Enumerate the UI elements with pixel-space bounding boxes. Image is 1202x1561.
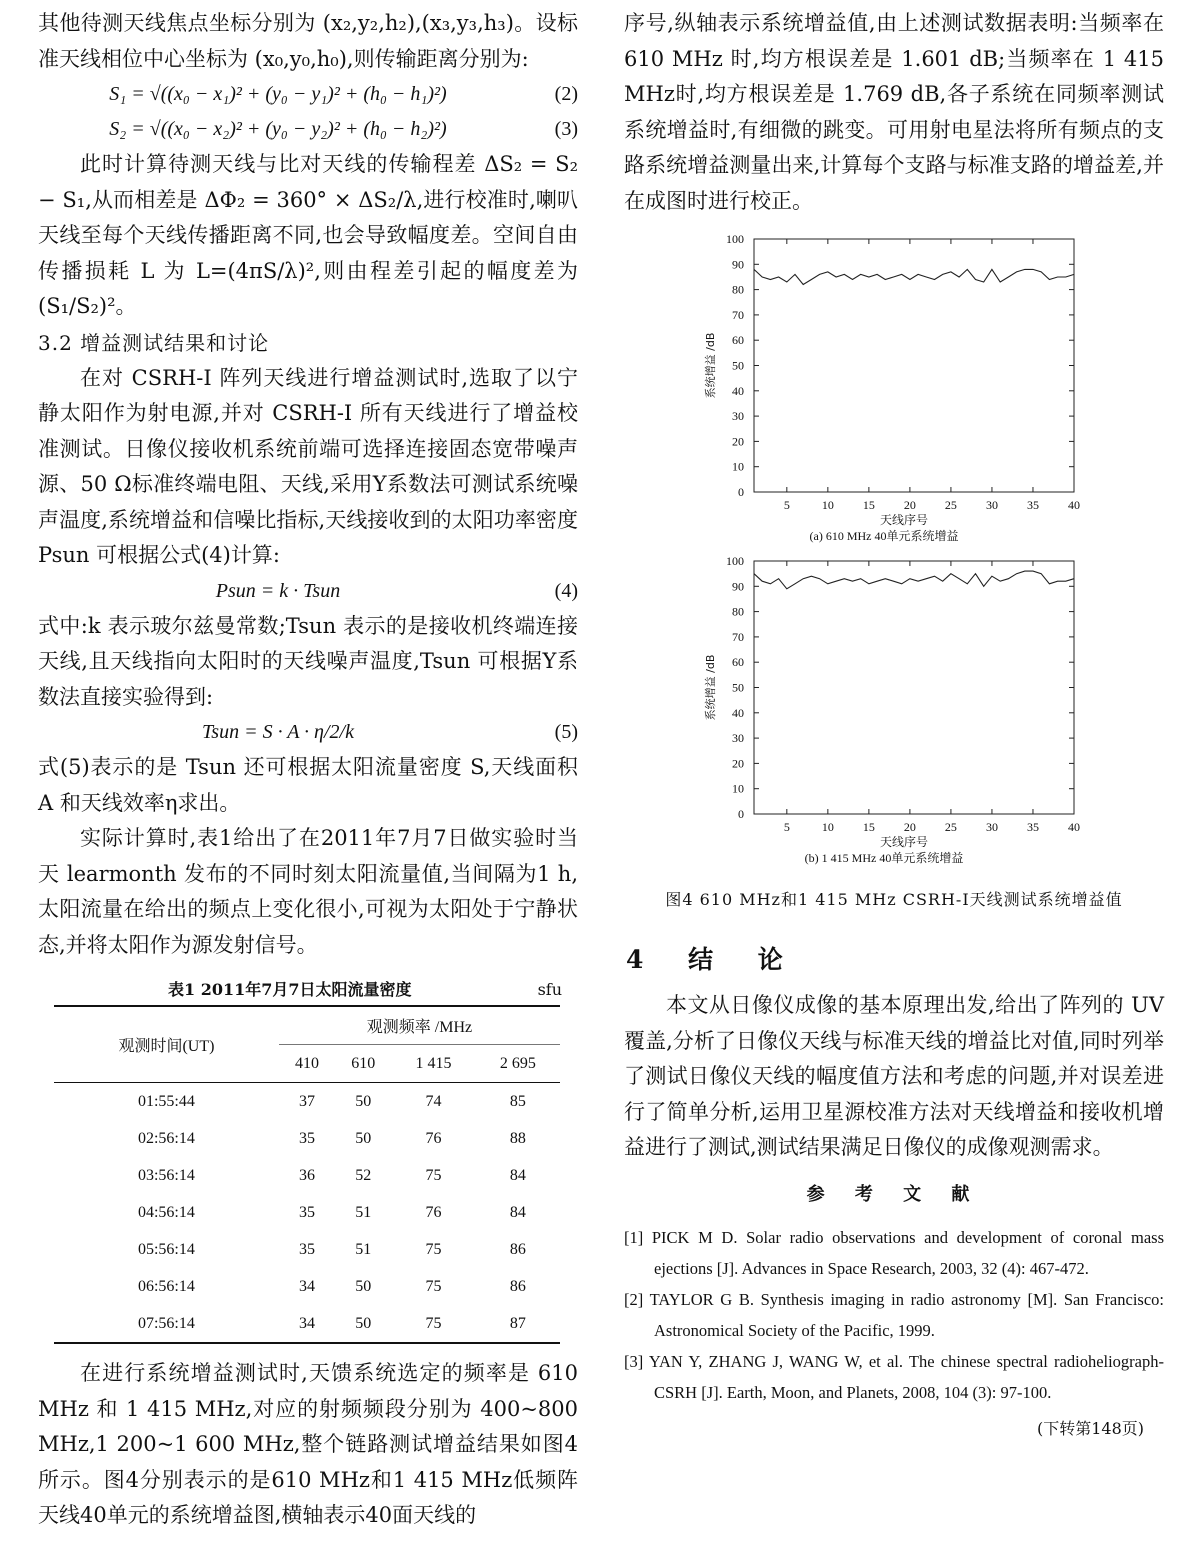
reference-item: [3] YAN Y, ZHANG J, WANG W, et al. The chinese spectral radioheliograph-CSRH [J]. Earth, Moon, and Planets, 2008, 104 (3): 97-100.	[624, 1351, 1164, 1402]
table-cell: 76	[425, 1203, 442, 1221]
continued-note: (下转第148页)	[1036, 1418, 1144, 1438]
y-tick-label: 60	[732, 333, 744, 348]
table-caption-row	[38, 975, 578, 1005]
y-tick-label: 80	[732, 282, 744, 297]
y-tick-label: 90	[732, 257, 744, 272]
table-header-freq: 1 415	[391, 1045, 475, 1083]
figure-title: 图4 610 MHz和1 415 MHz CSRH-I天线测试系统增益值	[665, 890, 1123, 909]
equation-number: (4)	[554, 579, 578, 602]
chart-caption: (a) 610 MHz 40单元系统增益	[809, 529, 959, 543]
table-cell: 84	[509, 1203, 526, 1221]
section-heading: 4 结 论	[626, 945, 801, 974]
x-tick-label: 25	[944, 820, 957, 834]
gain-chart-610mhz	[624, 229, 1164, 547]
x-axis-label: 天线序号	[879, 513, 929, 527]
equation-text: Tsun = S · A · η/2/k	[202, 721, 354, 743]
paragraph: 式中:k 表示玻尔兹曼常数;Tsun 表示的是接收机终端连接天线,且天线指向太阳时的天线噪声温度,Tsun 可根据Y系数法直接实验得到:	[38, 613, 578, 709]
table-cell: 86	[509, 1277, 526, 1295]
x-tick-label: 5	[783, 820, 790, 834]
table-header-freq: 610	[335, 1045, 391, 1083]
y-tick-label: 20	[732, 434, 744, 449]
table-cell: 75	[425, 1240, 442, 1258]
y-tick-label: 60	[732, 655, 744, 670]
equation-text: S₁ = √((x₀ − x₁)² + (y₀ − y₁)² + (h₀ − h₁)²)	[109, 83, 447, 105]
table-row	[54, 1305, 560, 1343]
table-row	[54, 1194, 560, 1231]
y-tick-label: 90	[732, 579, 744, 594]
table-row	[54, 1120, 560, 1157]
table-cell: 02:56:14	[137, 1129, 195, 1147]
y-tick-label: 70	[732, 307, 744, 322]
equation-3	[38, 112, 578, 147]
y-tick-label: 10	[732, 781, 744, 796]
table-cell: 34	[279, 1305, 335, 1343]
table-cell: 85	[509, 1092, 526, 1110]
x-tick-label: 10	[821, 498, 834, 512]
figure-4	[624, 229, 1164, 910]
equation-5	[38, 715, 578, 750]
table-cell: 50	[335, 1305, 391, 1343]
x-tick-label: 30	[985, 820, 998, 834]
paragraph: 其他待测天线焦点坐标分别为 (x₂,y₂,h₂),(x₃,y₃,h₃)。设标准天线相位中心坐标为 (x₀,y₀,h₀),则传输距离分别为:	[38, 11, 578, 71]
y-tick-label: 30	[732, 409, 744, 424]
y-tick-label: 0	[738, 807, 744, 821]
table-caption: 表1 2011年7月7日太阳流量密度	[168, 980, 412, 999]
paragraph: 式(5)表示的是 Tsun 还可根据太阳流量密度 S,天线面积 A 和天线效率η求出。	[38, 755, 578, 815]
equation-2	[38, 77, 578, 112]
y-tick-label: 10	[732, 459, 744, 474]
x-tick-label: 15	[862, 498, 875, 512]
y-tick-label: 70	[732, 629, 744, 644]
table-cell: 50	[355, 1092, 372, 1110]
table-unit: sfu	[537, 980, 562, 999]
table-header-freq: 410	[279, 1045, 335, 1083]
x-tick-label: 35	[1026, 498, 1039, 512]
x-axis-label: 天线序号	[879, 835, 929, 849]
paragraph: 在对 CSRH-I 阵列天线进行增益测试时,选取了以宁静太阳作为射电源,并对 CSRH-I 所有天线进行了增益校准测试。日像仪接收机系统前端可选择连接固态宽带噪声源、50 Ω标准终端电阻、天线,采用Y系数法可测试系统噪声温度,系统增益和信噪比指标,天线接收到的太阳功率密度 Psun 可根据公式(4)计算:	[38, 365, 578, 567]
table-cell: 04:56:14	[137, 1203, 195, 1221]
y-tick-label: 100	[726, 554, 744, 568]
equation-number: (2)	[554, 83, 578, 105]
right-column	[624, 6, 1164, 1439]
table-cell: 76	[425, 1129, 442, 1147]
table-cell: 03:56:14	[137, 1166, 195, 1184]
x-tick-label: 10	[821, 820, 834, 834]
section-heading: 3.2 增益测试结果和讨论	[38, 330, 270, 355]
reference-item: [2] TAYLOR G B. Synthesis imaging in radio astronomy [M]. San Francisco: Astronomical Society of the Pacific, 1999.	[624, 1289, 1164, 1340]
paragraph: 在进行系统增益测试时,天馈系统选定的频率是 610 MHz 和 1 415 MHz,对应的射频频段分别为 400~800 MHz,1 200~1 600 MHz,整个链路测试增益结果如图4所示。图4分别表示的是610 MHz和1 415 MHz低频阵天线40单元的系统增益图,横轴表示40面天线的	[38, 1361, 578, 1527]
chart-caption: (b) 1 415 MHz 40单元系统增益	[804, 851, 964, 865]
table-cell: 01:55:44	[137, 1092, 195, 1110]
table-row	[54, 1157, 560, 1194]
paragraph: 序号,纵轴表示系统增益值,由上述测试数据表明:当频率在 610 MHz 时,均方根误差是 1.601 dB;当频率在 1 415 MHz时,均方根误差是 1.769 dB,各子系统在同频率测试系统增益时,有细微的跳变。可用射电星法将所有频点的支路系统增益测量出来,计算每个支路与标准支路的增益差,并在成图时进行校正。	[624, 11, 1164, 213]
gain-chart-1415mhz	[624, 551, 1164, 869]
equation-number: (5)	[554, 721, 578, 743]
table-cell: 35	[298, 1129, 315, 1147]
table-cell: 37	[298, 1092, 315, 1110]
equation-text: S₂ = √((x₀ − x₂)² + (y₀ − y₂)² + (h₀ − h₂)²)	[109, 118, 447, 140]
table-cell: 34	[298, 1277, 315, 1295]
table-cell: 51	[355, 1203, 372, 1221]
reference-item: [1] PICK M D. Solar radio observations and development of coronal mass ejections [J]. Advances in Space Research, 2003, 32 (4): 467-472.	[624, 1227, 1164, 1278]
y-tick-label: 20	[732, 756, 744, 771]
table-cell: 88	[509, 1129, 526, 1147]
table-cell: 84	[509, 1166, 526, 1184]
table-cell: 35	[298, 1203, 315, 1221]
x-tick-label: 15	[862, 820, 875, 834]
table-cell: 75	[425, 1277, 442, 1295]
equation-number: (3)	[554, 118, 578, 140]
table-cell: 51	[355, 1240, 372, 1258]
x-tick-label: 5	[783, 498, 790, 512]
x-tick-label: 20	[903, 498, 916, 512]
table-header-freq: 2 695	[476, 1045, 560, 1083]
table-cell: 75	[425, 1166, 442, 1184]
table-cell: 05:56:14	[137, 1240, 195, 1258]
table-cell: 86	[509, 1240, 526, 1258]
solar-flux-table	[54, 1005, 560, 1344]
y-tick-label: 40	[732, 705, 744, 720]
gain-series-line	[754, 571, 1074, 589]
table-header-group: 观测频率 /MHz	[279, 1006, 560, 1045]
y-tick-label: 100	[726, 232, 744, 246]
table-cell: 87	[476, 1305, 560, 1343]
table-cell: 36	[298, 1166, 315, 1184]
y-tick-label: 30	[732, 731, 744, 746]
table-cell: 52	[355, 1166, 372, 1184]
y-tick-label: 0	[738, 485, 744, 499]
paragraph: 实际计算时,表1给出了在2011年7月7日做实验时当天 learmonth 发布的不同时刻太阳流量值,当间隔为1 h,太阳流量在给出的频点上变化很小,可视为太阳处于宁静状态,并将太阳作为源发射信号。	[38, 826, 578, 957]
equation-4	[38, 574, 578, 609]
equation-text: Psun = k · Tsun	[215, 579, 341, 602]
table-cell: 74	[425, 1092, 442, 1110]
y-tick-label: 50	[732, 680, 744, 695]
table-cell: 07:56:14	[54, 1305, 279, 1343]
x-tick-label: 25	[944, 498, 957, 512]
x-tick-label: 35	[1026, 820, 1039, 834]
references-heading: 参 考 文 献	[806, 1183, 982, 1205]
table-cell: 35	[298, 1240, 315, 1258]
table-cell: 50	[355, 1277, 372, 1295]
x-tick-label: 40	[1068, 498, 1080, 512]
left-column	[38, 6, 578, 1534]
table-row	[54, 1268, 560, 1305]
x-tick-label: 30	[985, 498, 998, 512]
paragraph: 此时计算待测天线与比对天线的传输程差 ΔS₂ = S₂ − S₁,从而相差是 ΔΦ₂ = 360° × ΔS₂/λ,进行校准时,喇叭天线至每个天线传播距离不同,也会导致幅度差。空间自由传播损耗 L 为 L=(4πS/λ)²,则由程差引起的幅度差为 (S₁/S₂)²。	[38, 152, 578, 318]
table-row	[54, 1083, 560, 1121]
paragraph: 本文从日像仪成像的基本原理出发,给出了阵列的 UV 覆盖,分析了日像仪天线与标准天线的增益比对值,同时列举了测试日像仪天线的幅度值方法和考虑的问题,并对误差进行了简单分析,运用卫星源校准方法对天线增益和接收机增益进行了测试,测试结果满足日像仪的成像观测需求。	[624, 993, 1164, 1159]
table-row	[54, 1231, 560, 1268]
plot-frame	[754, 561, 1074, 814]
x-tick-label: 40	[1068, 820, 1080, 834]
table-header-time: 观测时间(UT)	[54, 1006, 279, 1083]
y-axis-label: 系统增益 /dB	[704, 654, 717, 721]
y-tick-label: 40	[732, 383, 744, 398]
y-tick-label: 50	[732, 358, 744, 373]
gain-series-line	[754, 269, 1074, 284]
table-cell: 75	[391, 1305, 475, 1343]
y-tick-label: 80	[732, 604, 744, 619]
y-axis-label: 系统增益 /dB	[704, 332, 717, 399]
table-cell: 50	[355, 1129, 372, 1147]
table-cell: 06:56:14	[137, 1277, 195, 1295]
x-tick-label: 20	[903, 820, 916, 834]
